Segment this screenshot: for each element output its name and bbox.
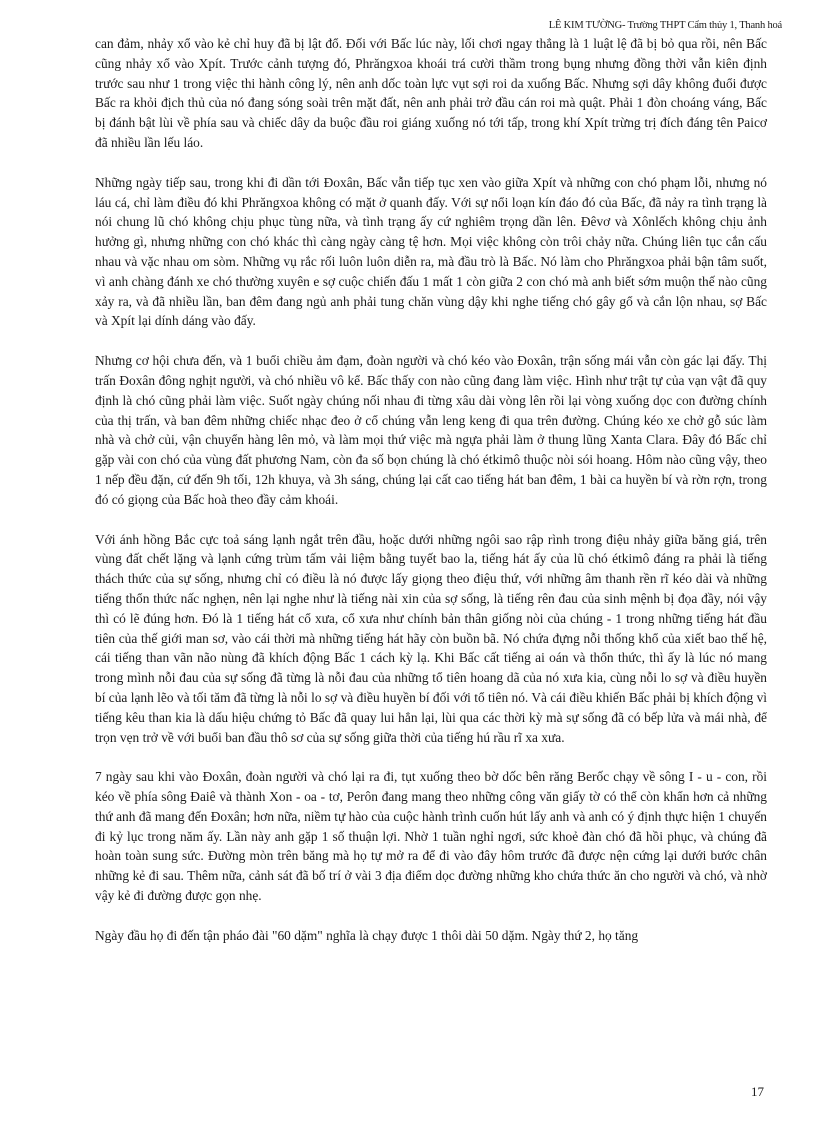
paragraph: Nhưng cơ hội chưa đến, và 1 buổi chiều ảm đạm, đoàn người và chó kéo vào Đoxân, trận sống mái vẫn còn gác lại đấy. Thị trấn Đoxân đông nghịt người, và chó nhiều vô kể. Bấc thấy con nào cũng đang làm việc. Hình như trật tự của vạn vật đã quy định là chó cũng phải làm việc. Suốt ngày chúng nối nhau đi từng xâu dài vòng lên rồi lại vòng xuống dọc con đường chính của thị trấn, và ban đêm những chiếc nhạc đeo ở cổ chúng vẫn leng keng đi qua trên đường. Chúng kéo xe chở gỗ súc làm nhà và chở củi, vận chuyển hàng lên mỏ, và làm mọi thứ việc mà ngựa phải làm ở thung lũng Xanta Clara. Đây đó Bấc chỉ gặp vài con chó của vùng đất phương Nam, còn đa số bọn chúng là chó étkimô thuộc nòi sói hoang. Hôm nào cũng vậy, theo 1 nếp đều đặn, cứ đến 9h tối, 12h khuya, và 3h sáng, chúng lại cất cao tiếng hát ban đêm, 1 bài ca huyền bí và rờn rợn, trong đó có giọng của Bấc hoà theo đầy cảm khoái. bbox=[95, 353, 767, 507]
running-header: LÊ KIM TƯỜNG- Trường THPT Cẩm thủy 1, Thanh hoá bbox=[548, 20, 782, 31]
document-body bbox=[95, 34, 767, 966]
paragraph: Những ngày tiếp sau, trong khi đi dần tới Đoxân, Bấc vẫn tiếp tục xen vào giữa Xpít và những con chó phạm lỗi, nhưng nó láu cá, chỉ làm điều đó khi Phrăngxoa không có mặt ở quanh đấy. Với sự nổi loạn kín đáo đó của Bấc, đã nảy ra tình trạng là nói chung lũ chó không chịu phục tùng nữa, và tình trạng ấy cứ nghiêm trọng dần lên. Đêvơ và Xônlếch không chịu ảnh hưởng gì, nhưng những con chó khác thì càng ngày càng tệ hơn. Mọi việc không còn trôi chảy nữa. Chúng liên tục cắn cấu nhau và vặc nhau om sòm. Những vụ rắc rối luôn luôn diễn ra, mà đầu trò là Bấc. Nó làm cho Phrăngxoa phải bận tâm suốt, vì anh chàng đánh xe chó thường xuyên e sợ cuộc chiến đấu 1 mất 1 còn giữa 2 con chó mà anh biết sớm muộn thế nào cũng xảy ra, và đã nhiều lần, ban đêm đang ngủ anh phải tung chăn vùng dậy khi nghe tiếng chó gây gổ và cắn lộn nhau, sợ Bấc và Xpít lại dính dáng vào đấy. bbox=[95, 174, 767, 329]
paragraph: Ngày đầu họ đi đến tận pháo đài "60 dặm" nghĩa là chạy được 1 thôi dài 50 dặm. Ngày thứ 2, họ tăng bbox=[95, 927, 639, 943]
paragraph: 7 ngày sau khi vào Đoxân, đoàn người và chó lại ra đi, tụt xuống theo bờ dốc bên răng Berốc chạy về sông I - u - con, rồi kéo về phía sông Đaiê và thành Xon - oa - tơ, Perôn đang mang theo những công văn giấy tờ có thể còn khẩn hơn cả những thứ anh đã mang đến Đoxân; hơn nữa, niềm tự hào của cuộc hành trình cuốn hút lấy anh và anh có ý định thực hiện 1 chuyến đi kỷ lục trong năm ấy. Lần này anh gặp 1 số thuận lợi. Nhờ 1 tuần nghỉ ngơi, sức khoẻ đàn chó đã hồi phục, và chúng đã hoàn toàn sung sức. Đường mòn trên băng mà họ tự mở ra để đi vào đây hôm trước đã được nện cứng lại dưới bước chân những kẻ đi sau. Thêm nữa, cảnh sát đã bố trí ở vài 3 địa điểm dọc đường những kho chứa thức ăn cho người và chó, và nhờ vậy kẻ đi đường được gọn nhẹ. bbox=[95, 769, 767, 904]
paragraph: Với ánh hồng Bắc cực toả sáng lạnh ngắt trên đầu, hoặc dưới những ngôi sao rập rình trong điệu nhảy giữa băng giá, trên vùng đất chết lặng và lạnh cứng trùm tấm vải liệm bằng tuyết bao la, tiếng hát ấy của lũ chó étkimô đáng ra phải là tiếng thách thức của sự sống, nhưng chỉ có điều là nó được lấy giọng theo điệu thứ, với những âm thanh rền rĩ kéo dài và những tiếng thổn thức nấc nghẹn, nên lại nghe như là tiếng nài xin của sợ sống, là tiếng rên đau của sinh mệnh bị đọa đầy, nói vậy thì có lẽ đúng hơn. Đó là 1 tiếng hát cổ xưa, cổ xưa như chính bản thân giống nòi của chúng - 1 trong những tiếng hát đầu tiên của thế giới man sơ, vào cái thời mà những tiếng hát hãy còn buồn bã. Nó chứa đựng nỗi thống khổ của xiết bao thế hệ, cái tiếng than vãn não nùng đã khích động Bấc 1 cách kỳ lạ. Khi Bấc cất tiếng ai oán và thổn thức, thì ấy là lúc nó mang trong mình nỗi đau của sự sống đã từng là nỗi đau của những tổ tiên hoang dã của nó xưa kia, cùng nỗi lo sợ và điều huyền bí của lạnh lẽo và tối tăm đã từng là nỗi lo sợ và điều huyền bí đối với tổ tiên nó. Và cái điều khiến Bấc phải bị khích động vì tiếng kêu than kia là dấu hiệu chứng tỏ Bấc đã quay lui hẳn lại, lùi qua các thời kỳ mà sự sống đã có bếp lửa và mái nhà, để trọn vẹn trở về với buổi ban đầu thô sơ của sự sống giữa thời của tiếng hú rầu rĩ xa xưa. bbox=[95, 531, 767, 745]
paragraph: can đảm, nhảy xổ vào kẻ chỉ huy đã bị lật đổ. Đối với Bấc lúc này, lối chơi ngay thẳng là 1 luật lệ đã bị bỏ qua rồi, nên Bấc cũng nhảy xổ vào Xpít. Trước cảnh tượng đó, Phrăngxoa khoái trá cười thầm trong bụng nhưng đồng thời vẫn kiên định trước sau như 1 trong việc thi hành công lý, nên anh dốc toàn lực vụt sợi roi da xuống Bấc. Nhưng sợi dây không đuổi được Bấc ra khỏi địch thủ của nó đang sóng soài trên mặt đất, nên anh phải trở đầu cán roi mà quật. Phải 1 đòn choáng váng, Bấc bị đánh bật lùi về phía sau và chiếc dây da buộc đầu roi giáng xuống nó tới tấp, trong khí Xpít trừng trị đích đáng tên Paicơ đã nhiều lần lếu láo. bbox=[95, 36, 767, 150]
page-number: 17 bbox=[751, 1084, 764, 1099]
